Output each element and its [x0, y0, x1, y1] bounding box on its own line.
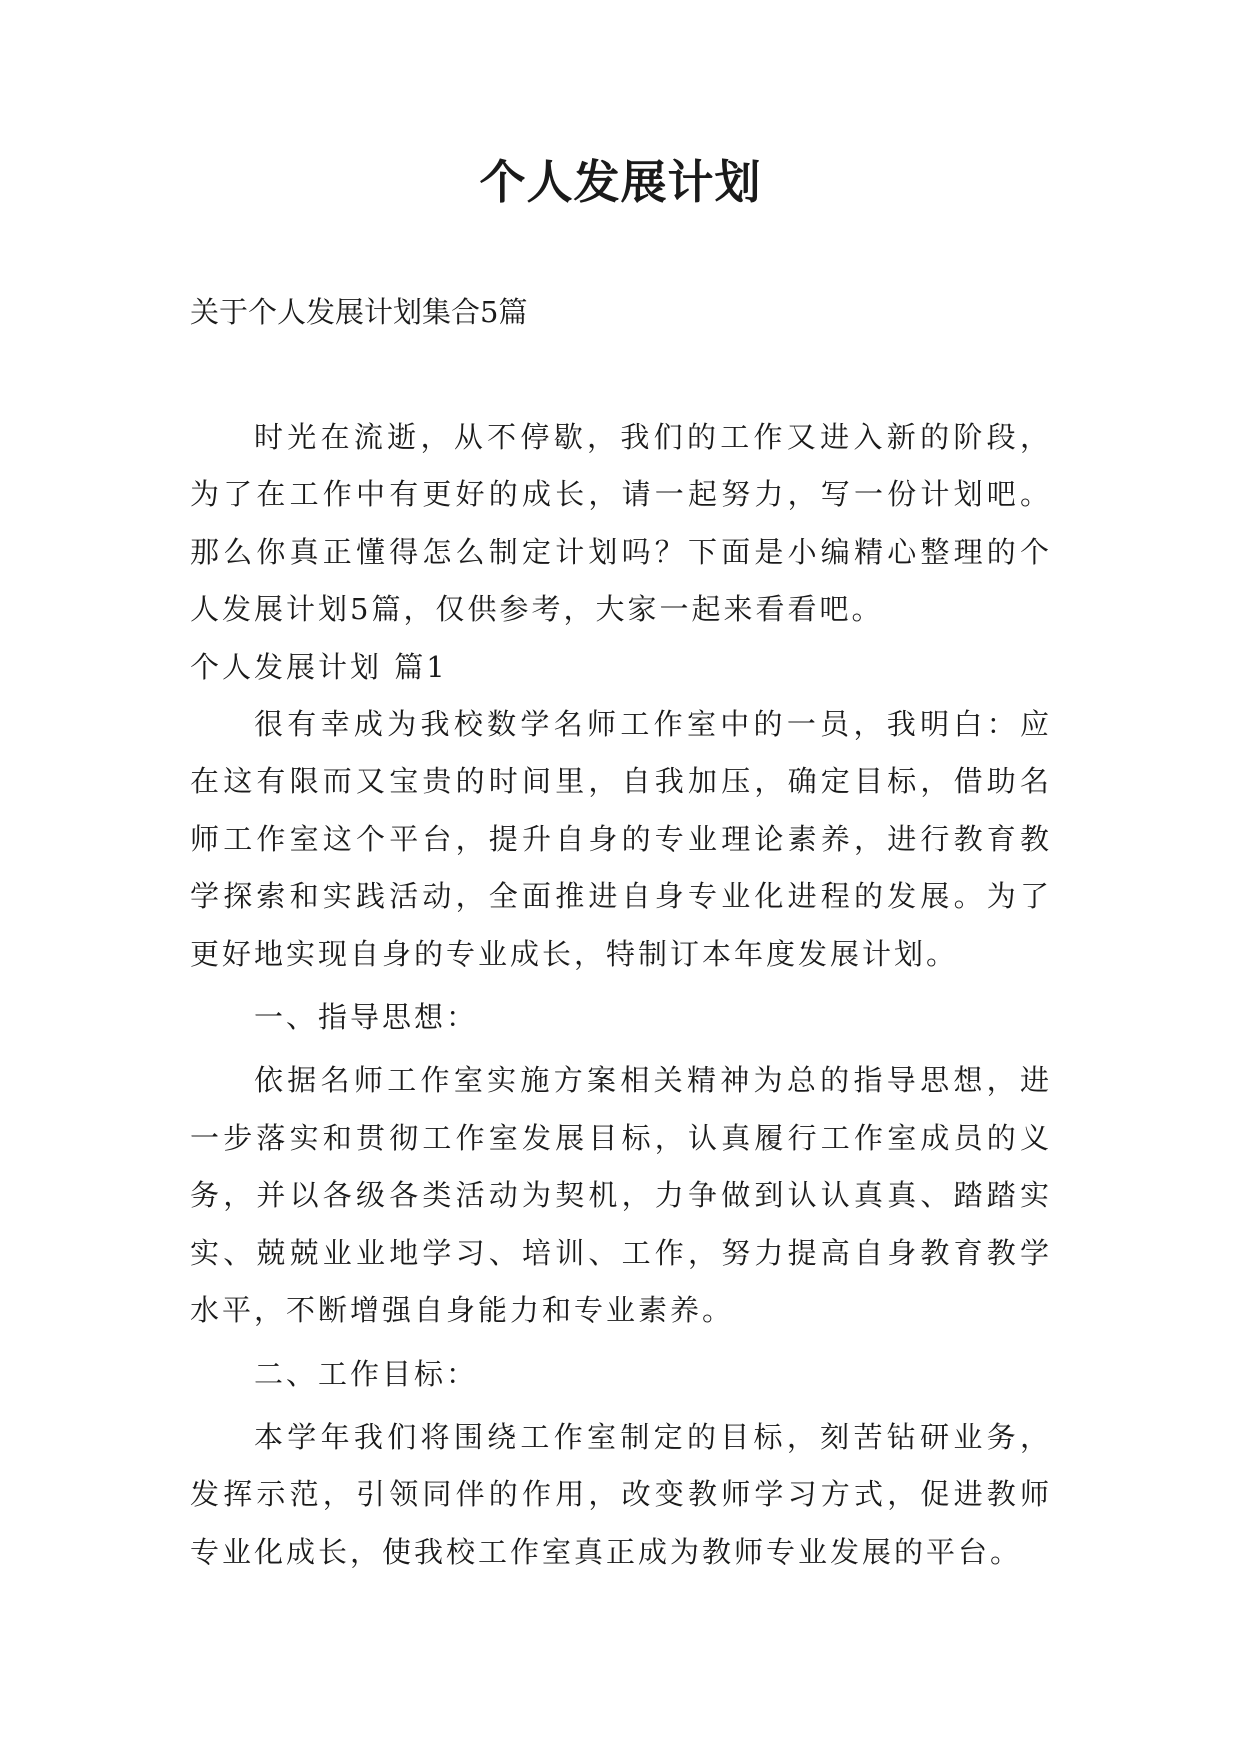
document-subtitle: 关于个人发展计划集合5篇 [190, 295, 528, 329]
heading-work-goals: 二、工作目标： [254, 1356, 479, 1391]
intro-paragraph: 时光在流逝，从不停歇，我们的工作又进入新的阶段，为了在工作中有更好的成长，请一起努力，写一份计划吧。那么你真正懂得怎么制定计划吗？下面是小编精心整理的个人发展计划5篇，仅供参考，大家一起来看看吧。 [190, 420, 1052, 627]
section-heading-part-1: 个人发展计划 篇1 [190, 649, 448, 684]
paragraph-guiding-ideology: 依据名师工作室实施方案相关精神为总的指导思想，进一步落实和贯彻工作室发展目标，认真履行工作室成员的义务，并以各级各类活动为契机，力争做到认认真真、踏踏实实、兢兢业业地学习、培训、工作，努力提高自身教育教学水平，不断增强自身能力和专业素养。 [190, 1063, 1052, 1328]
document-title: 个人发展计划 [479, 155, 762, 209]
heading-guiding-ideology: 一、指导思想： [254, 1000, 479, 1035]
paragraph-work-goals: 本学年我们将围绕工作室制定的目标，刻苦钻研业务，发挥示范，引领同伴的作用，改变教师学习方式，促进教师专业化成长，使我校工作室真正成为教师专业发展的平台。 [190, 1419, 1052, 1569]
document-body [190, 409, 1052, 1581]
paragraph-membership: 很有幸成为我校数学名师工作室中的一员，我明白：应在这有限而又宝贵的时间里，自我加压，确定目标，借助名师工作室这个平台，提升自身的专业理论素养，进行教育教学探索和实践活动，全面推进自身专业化进程的发展。为了更好地实现自身的专业成长，特制订本年度发展计划。 [190, 707, 1052, 971]
